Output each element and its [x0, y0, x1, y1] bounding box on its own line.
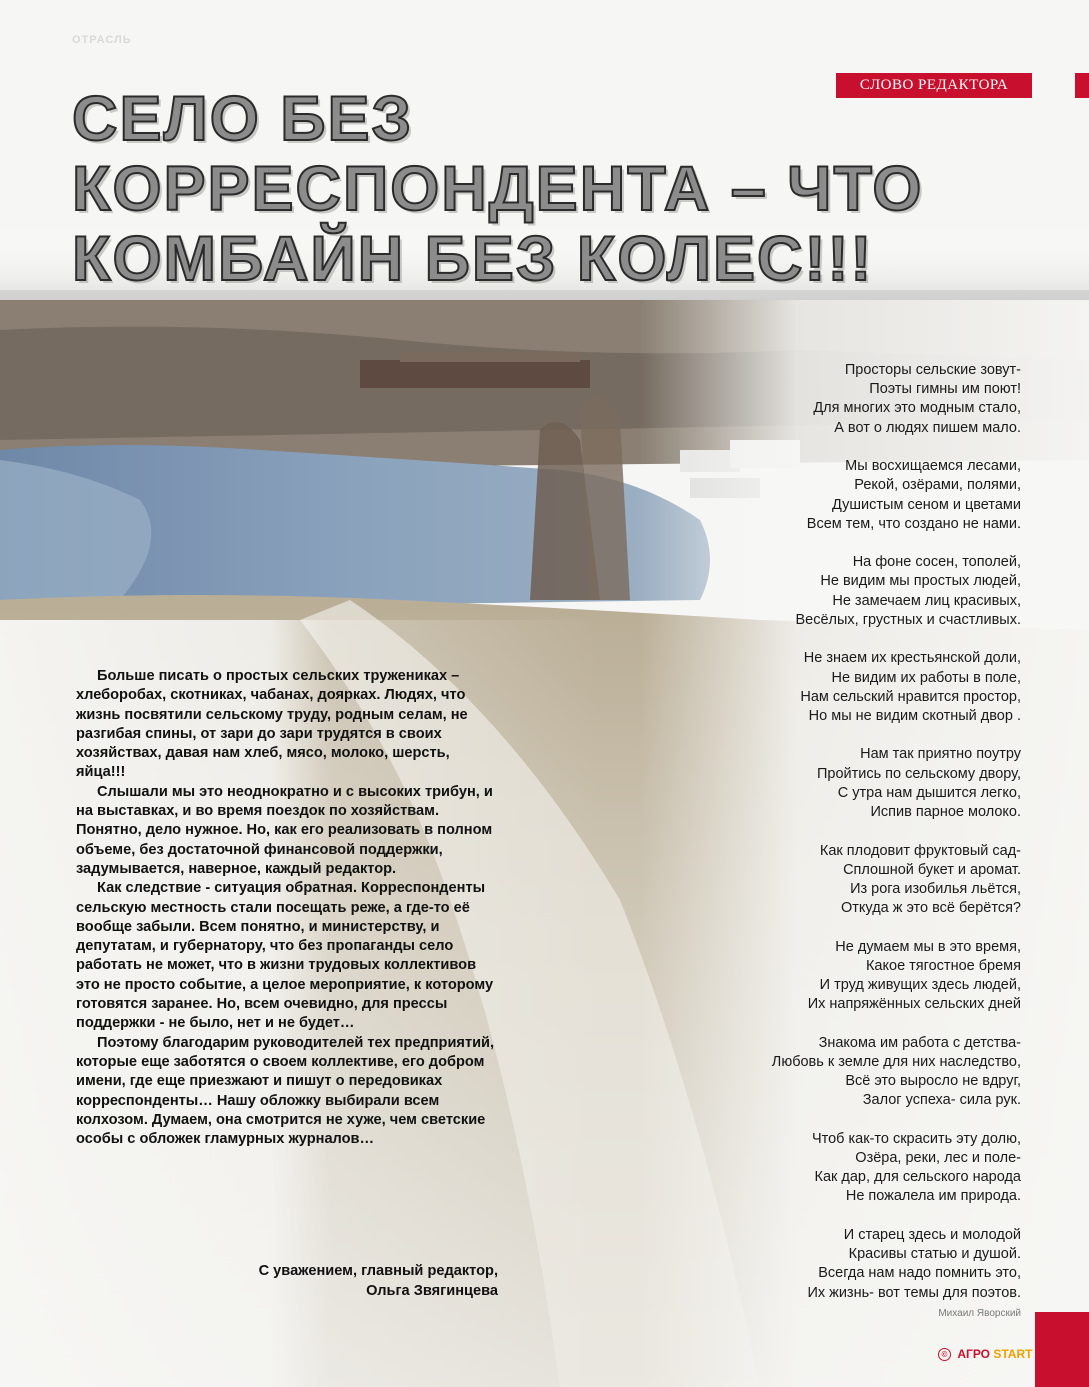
poem-line: Залог успеха- сила рук.: [862, 1092, 1021, 1109]
article-paragraph: Поэтому благодарим руководителей тех предприятий, которые еще заботятся о своем коллективе, его добром имени, где еще приезжают и пишут о передовиках корреспонденты… Нашу обложку выбирали всем колхозом. Думаем, она смотрится не хуже, чем светские особы с обложек гламурных журналов…: [76, 1034, 495, 1148]
poem-line: А вот о людях пишем мало.: [834, 419, 1021, 436]
poem-line: Не думаем мы в это время,: [835, 938, 1021, 955]
poem-line: Красивы статью и душой.: [848, 1246, 1021, 1263]
masthead: ОТРАСЛЬ: [72, 34, 132, 46]
poem-author: Михаил Яворский: [938, 1308, 1021, 1319]
poem-line: Знакома им работа с детства-: [818, 1034, 1021, 1051]
poem-stanza: [700, 649, 1021, 726]
title-line-2: КОРРЕСПОНДЕНТА – ЧТО: [72, 154, 924, 224]
section-tag: СЛОВО РЕДАКТОРА: [836, 73, 1032, 98]
poem-line: Не пожалела им природа.: [845, 1188, 1021, 1205]
poem-line: Их напряжённых сельских дней: [807, 996, 1021, 1013]
poem-stanza: [700, 938, 1021, 1015]
poem-line: Озёра, реки, лес и поле-: [855, 1150, 1021, 1167]
poem-stanza: [700, 745, 1021, 822]
poem-line: Душистым сеном и цветами: [832, 496, 1021, 513]
article-paragraph: Слышали мы это неоднократно и с высоких трибун, и на выставках, и во время поездок по хозяйствам. Понятно, дело нужное. Но, как его реализовать в полном объеме, без достаточной финансовой поддержки, задумывается, наверное, каждый редактор.: [76, 783, 493, 877]
signature-name: Ольга Звягинцева: [366, 1282, 498, 1299]
poem-line: И труд живущих здесь людей,: [819, 977, 1021, 994]
article-paragraph: Как следствие - ситуация обратная. Корреспонденты сельскую местность стали посещать реже, а где-то её вообще забыли. Всем понятно, и министерству, и депутатам, и губернатору, что без пропаганды село работать не может, что в жизни трудовых коллективов это не просто событие, а целое мероприятие, к которому готовятся заранее. Но, всем очевидно, для прессы поддержки - не было, нет и не будет…: [76, 880, 494, 1032]
article-body: [76, 667, 501, 1149]
title-line-1: СЕЛО БЕЗ: [72, 84, 413, 154]
poem-line: Испив парное молоко.: [870, 804, 1021, 821]
poem-stanza: [700, 457, 1021, 534]
title-line-3: КОМБАЙН БЕЗ КОЛЕС!!!: [72, 224, 874, 294]
poem-line: Поэты гимны им поют!: [869, 381, 1021, 398]
poem-line: Не видим мы простых людей,: [820, 573, 1021, 590]
poem-line: Не видим их работы в поле,: [831, 669, 1021, 686]
poem-line: Но мы не видим скотный двор .: [808, 707, 1021, 724]
poem-line: И старец здесь и молодой: [843, 1226, 1021, 1243]
poem-line: Всё это выросло не вдруг,: [845, 1073, 1021, 1090]
poem-line: Не замечаем лиц красивых,: [832, 592, 1021, 609]
poem-line: Откуда ж это всё берётся?: [841, 900, 1021, 917]
poem-line: Любовь к земле для них наследство,: [771, 1053, 1021, 1070]
page-title: [72, 84, 923, 294]
signature-title: С уважением, главный редактор,: [258, 1263, 498, 1279]
poem: [700, 361, 1021, 1322]
poem-line: Какое тягостное бремя: [865, 957, 1021, 974]
brand-logo: [938, 1347, 1032, 1361]
poem-line: Рекой, озёрами, полями,: [854, 477, 1021, 494]
poem-line: С утра нам дышится легко,: [837, 784, 1021, 801]
brand-agro: АГРО: [957, 1347, 990, 1361]
brand-start: START: [993, 1347, 1033, 1361]
poem-line: Всем тем, что создано не нами.: [806, 515, 1021, 532]
editor-signature: [180, 1262, 498, 1301]
poem-line: Сплошной букет и аромат.: [843, 861, 1021, 878]
poem-stanza: [700, 361, 1021, 438]
poem-line: Не знаем их крестьянской доли,: [803, 650, 1021, 667]
poem-line: Нам так приятно поутру: [860, 746, 1021, 763]
poem-line: Нам сельский нравится простор,: [800, 688, 1021, 705]
poem-line: Чтоб как-то скрасить эту долю,: [811, 1130, 1021, 1147]
poem-line: Мы восхищаемся лесами,: [845, 458, 1021, 475]
poem-stanza: [700, 1130, 1021, 1207]
article-paragraph: Больше писать о простых сельских тружениках – хлеборобах, скотниках, чабанах, доярках. Людях, что жизнь посвятили сельскому труду, родным селам, не разгибая спины, от зари до зари трудятся в своих хозяйствах, давая нам хлеб, мясо, молоко, шерсть, яйца!!!: [76, 668, 468, 781]
poem-line: Пройтись по сельскому двору,: [816, 765, 1021, 782]
page-corner-tab: [1035, 1312, 1089, 1387]
poem-line: Их жизнь- вот темы для поэтов.: [807, 1284, 1021, 1301]
poem-line: Весёлых, грустных и счастливых.: [795, 611, 1021, 628]
copyright-icon: ©: [938, 1348, 951, 1361]
poem-line: На фоне сосен, тополей,: [852, 554, 1021, 571]
poem-line: Всегда нам надо помнить это,: [818, 1265, 1021, 1282]
poem-line: Для многих это модным стало,: [813, 400, 1021, 417]
poem-line: Просторы сельские зовут-: [844, 362, 1021, 378]
poem-stanza: [700, 553, 1021, 630]
poem-stanza: [700, 842, 1021, 919]
poem-stanza: [700, 1226, 1021, 1303]
poem-line: Из рога изобилья льётся,: [850, 880, 1021, 897]
poem-stanza: [700, 1034, 1021, 1111]
poem-line: Как дар, для сельского народа: [814, 1169, 1021, 1186]
section-tag-edge: [1075, 73, 1089, 98]
poem-line: Как плодовит фруктовый сад-: [819, 842, 1021, 859]
